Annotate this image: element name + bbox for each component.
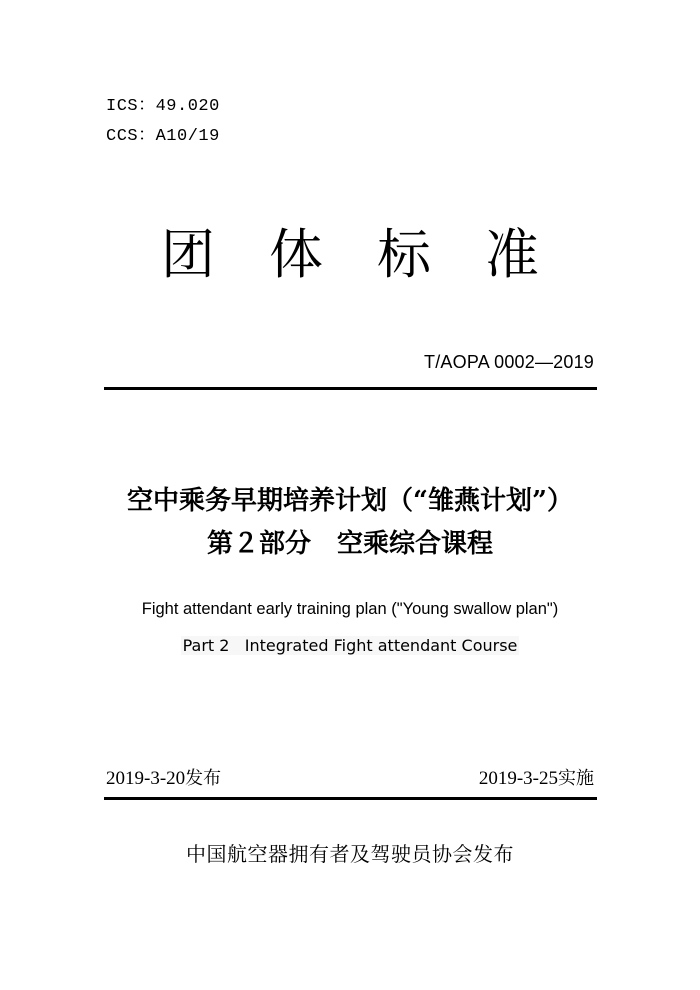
title-en-line2-wrapper: [0, 636, 700, 655]
issue-date-block: [106, 764, 221, 790]
ics-code: ICS：49.020: [106, 97, 220, 116]
title-en-line2: Part 2 Integrated Fight attendant Course: [182, 636, 518, 655]
issue-label: 发布: [185, 768, 222, 789]
ccs-code: CCS：A10/19: [106, 127, 220, 146]
implement-date-block: [479, 764, 594, 790]
publisher: 中国航空器拥有者及驾驶员协会发布: [186, 842, 514, 866]
top-divider: [104, 387, 597, 390]
standard-type-char: 标: [377, 223, 431, 286]
standard-type-char: 准: [485, 223, 539, 286]
bottom-divider: [104, 797, 597, 800]
standard-type-char: 团: [161, 223, 215, 286]
standard-type-heading: [0, 222, 700, 288]
title-cn-line2: 第２部分 空乘综合课程: [206, 529, 493, 559]
title-cn-line1: 空中乘务早期培养计划（“雏燕计划”）: [127, 486, 573, 516]
implement-label: 实施: [558, 768, 594, 789]
implement-date: 2019-3-25: [478, 768, 558, 789]
standard-type-char: 体: [269, 223, 323, 286]
standard-number: T/AOPA 0002—2019: [424, 352, 594, 372]
issue-date: 2019-3-20: [106, 768, 186, 789]
title-en-line1: Fight attendant early training plan ("Young swallow plan"): [141, 600, 559, 618]
